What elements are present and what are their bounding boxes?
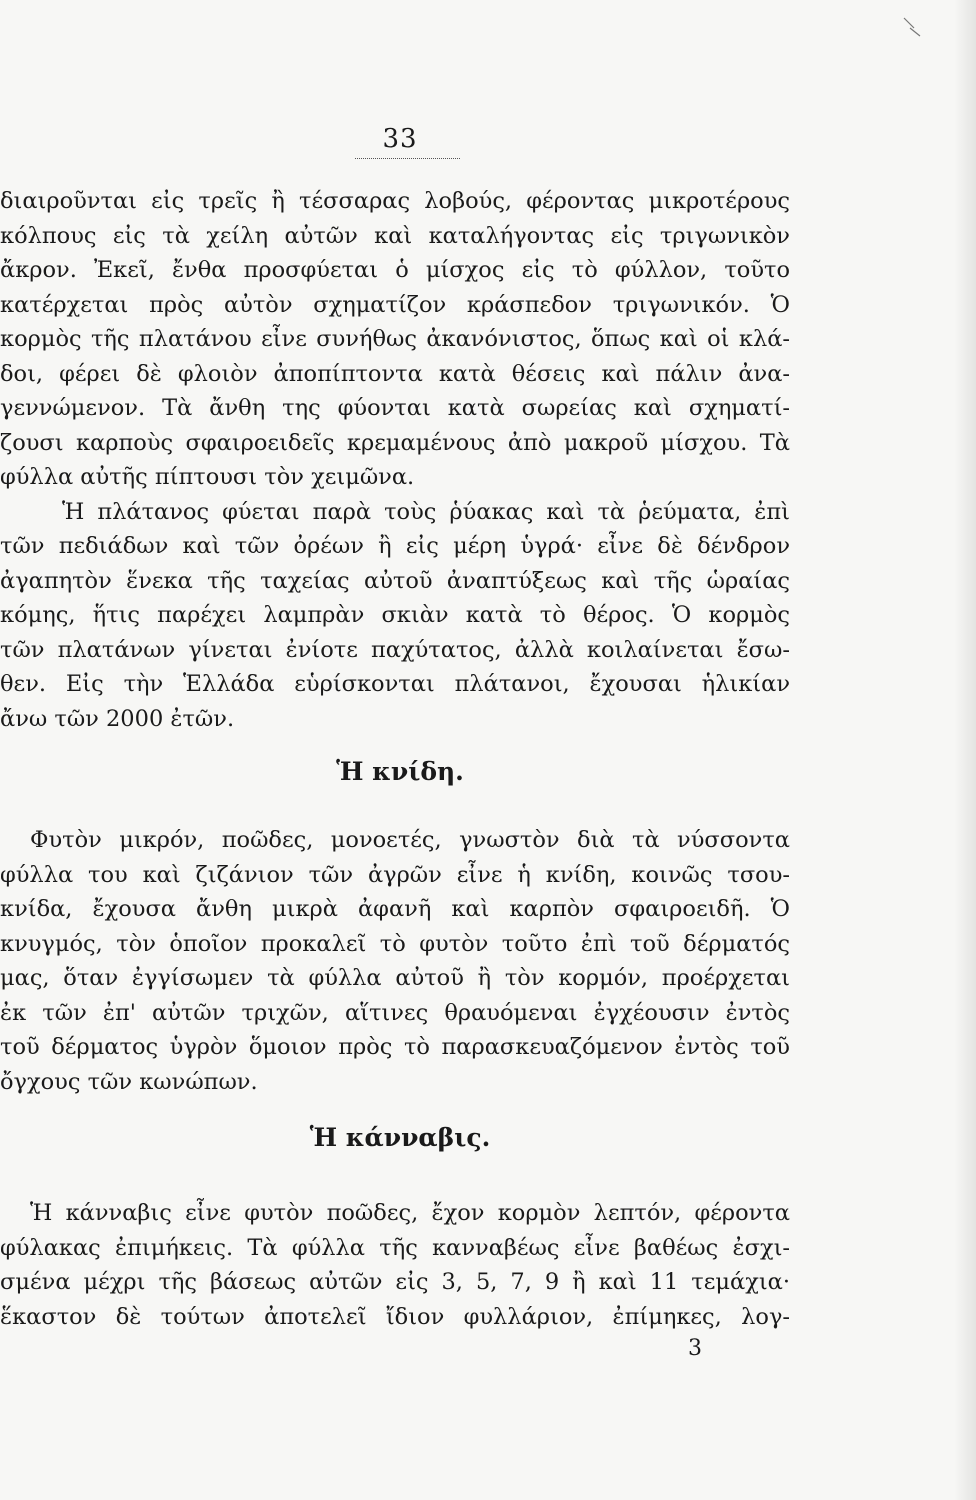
- text-line: γεννώμενον. Τὰ ἄνθη της φύονται κατὰ σωρείας καὶ σχηματί-: [0, 395, 790, 421]
- text-line: ἀγαπητὸν ἕνεκα τῆς ταχείας αὐτοῦ ἀναπτύξεως καὶ τῆς ὡραίας: [0, 567, 790, 594]
- section-heading-kannavis: Ἡ κάνναβις.: [309, 1123, 491, 1152]
- text-line: θεν. Εἰς τὴν Ἑλλάδα εὑρίσκονται πλάτανοι, ἔχουσαι ἡλικίαν: [0, 671, 790, 697]
- text-line: φύλλα του καὶ ζιζάνιον τῶν ἀγρῶν εἶνε ἡ κνίδη, κοινῶς τσου-: [0, 861, 790, 888]
- text-line: κόμης, ἥτις παρέχει λαμπρὰν σκιὰν κατὰ τὸ θέρος. Ὁ κορμὸς: [0, 602, 790, 628]
- text-line: ἄνω τῶν 2000 ἐτῶν.: [0, 705, 235, 732]
- text-line: Ἡ κάνναβις εἶνε φυτὸν ποῶδες, ἔχον κορμὸν λεπτόν, φέροντα: [30, 1200, 790, 1226]
- text-line: ἕκαστον δὲ τούτων ἀποτελεῖ ἴδιον φυλλάριον, ἐπίμηκες, λογ-: [0, 1303, 790, 1330]
- header-rule: [355, 158, 460, 159]
- signature-mark: 3: [688, 1336, 702, 1361]
- section-heading-knidi: Ἡ κνίδη.: [336, 757, 464, 786]
- paragraph-kannavis: [0, 1196, 790, 1334]
- text-line: ὄγχους τῶν κωνώπων.: [0, 1068, 258, 1095]
- text-line: Φυτὸν μικρόν, ποῶδες, μονοετές, γνωστὸν διὰ τὰ νύσσοντα: [30, 827, 790, 853]
- text-line: κνυγμός, τὸν ὁποῖον προκαλεῖ τὸ φυτὸν τοῦτο ἐπὶ τοῦ δέρματός: [0, 930, 790, 957]
- text-line: τῶν πλατάνων γίνεται ἐνίοτε παχύτατος, ἀλλὰ κοιλαίνεται ἔσω-: [0, 636, 790, 663]
- text-line: ἐκ τῶν ἐπ' αὐτῶν τριχῶν, αἵτινες θραυόμεναι ἐγχέουσιν ἐντὸς: [0, 999, 790, 1026]
- text-line: μας, ὅταν ἐγγίσωμεν τὰ φύλλα αὐτοῦ ἢ τὸν κορμόν, προέρχεται: [0, 965, 790, 991]
- text-line: κόλπους εἰς τὰ χείλη αὐτῶν καὶ καταλήγοντας εἰς τριγωνικὸν: [0, 222, 790, 249]
- text-line: φύλλα αὐτῆς πίπτουσι τὸν χειμῶνα.: [0, 464, 415, 490]
- text-line: διαιροῦνται εἰς τρεῖς ἢ τέσσαρας λοβούς, φέροντας μικροτέρους: [0, 188, 790, 214]
- page-number: 33: [382, 124, 418, 154]
- text-line: Ἡ πλάτανος φύεται παρὰ τοὺς ῥύακας καὶ τὰ ῥεύματα, ἐπὶ: [62, 498, 790, 525]
- text-line: δοι, φέρει δὲ φλοιὸν ἀποπίπτοντα κατὰ θέσεις καὶ πάλιν ἀνα-: [0, 360, 790, 387]
- text-line: ζουσι καρποὺς σφαιροειδεῖς κρεμαμένους ἀπὸ μακροῦ μίσχου. Τὰ: [0, 429, 790, 456]
- text-line: κορμὸς τῆς πλατάνου εἶνε συνήθως ἀκανόνιστος, ὅπως καὶ οἱ κλά-: [0, 326, 790, 352]
- page-edge-shadow: [954, 0, 976, 1500]
- text-line: ἄκρον. Ἐκεῖ, ἔνθα προσφύεται ὁ μίσχος εἰς τὸ φύλλον, τοῦτο: [0, 257, 790, 283]
- corner-pencil-mark: [900, 14, 930, 44]
- text-line: φύλακας ἐπιμήκεις. Τὰ φύλλα τῆς κανναβέως εἶνε βαθέως ἐσχι-: [0, 1234, 790, 1261]
- text-line: σμένα μέχρι τῆς βάσεως αὐτῶν εἰς 3, 5, 7, 9 ἢ καὶ 11 τεμάχια·: [0, 1269, 790, 1295]
- text-line: τῶν πεδιάδων καὶ τῶν ὀρέων ἢ εἰς μέρη ὑγρά· εἶνε δὲ δένδρον: [0, 533, 790, 559]
- text-line: τοῦ δέρματος ὑγρὸν ὅμοιον πρὸς τὸ παρασκευαζόμενον ἐντὸς τοῦ: [0, 1034, 790, 1060]
- paragraph-platanos: [0, 184, 790, 736]
- text-line: κατέρχεται πρὸς αὐτὸν σχηματίζον κράσπεδον τριγωνικόν. Ὁ: [0, 291, 790, 318]
- text-line: κνίδα, ἔχουσα ἄνθη μικρὰ ἀφανῆ καὶ καρπὸν σφαιροειδῆ. Ὁ: [0, 896, 790, 922]
- paragraph-knidi: [0, 823, 790, 1099]
